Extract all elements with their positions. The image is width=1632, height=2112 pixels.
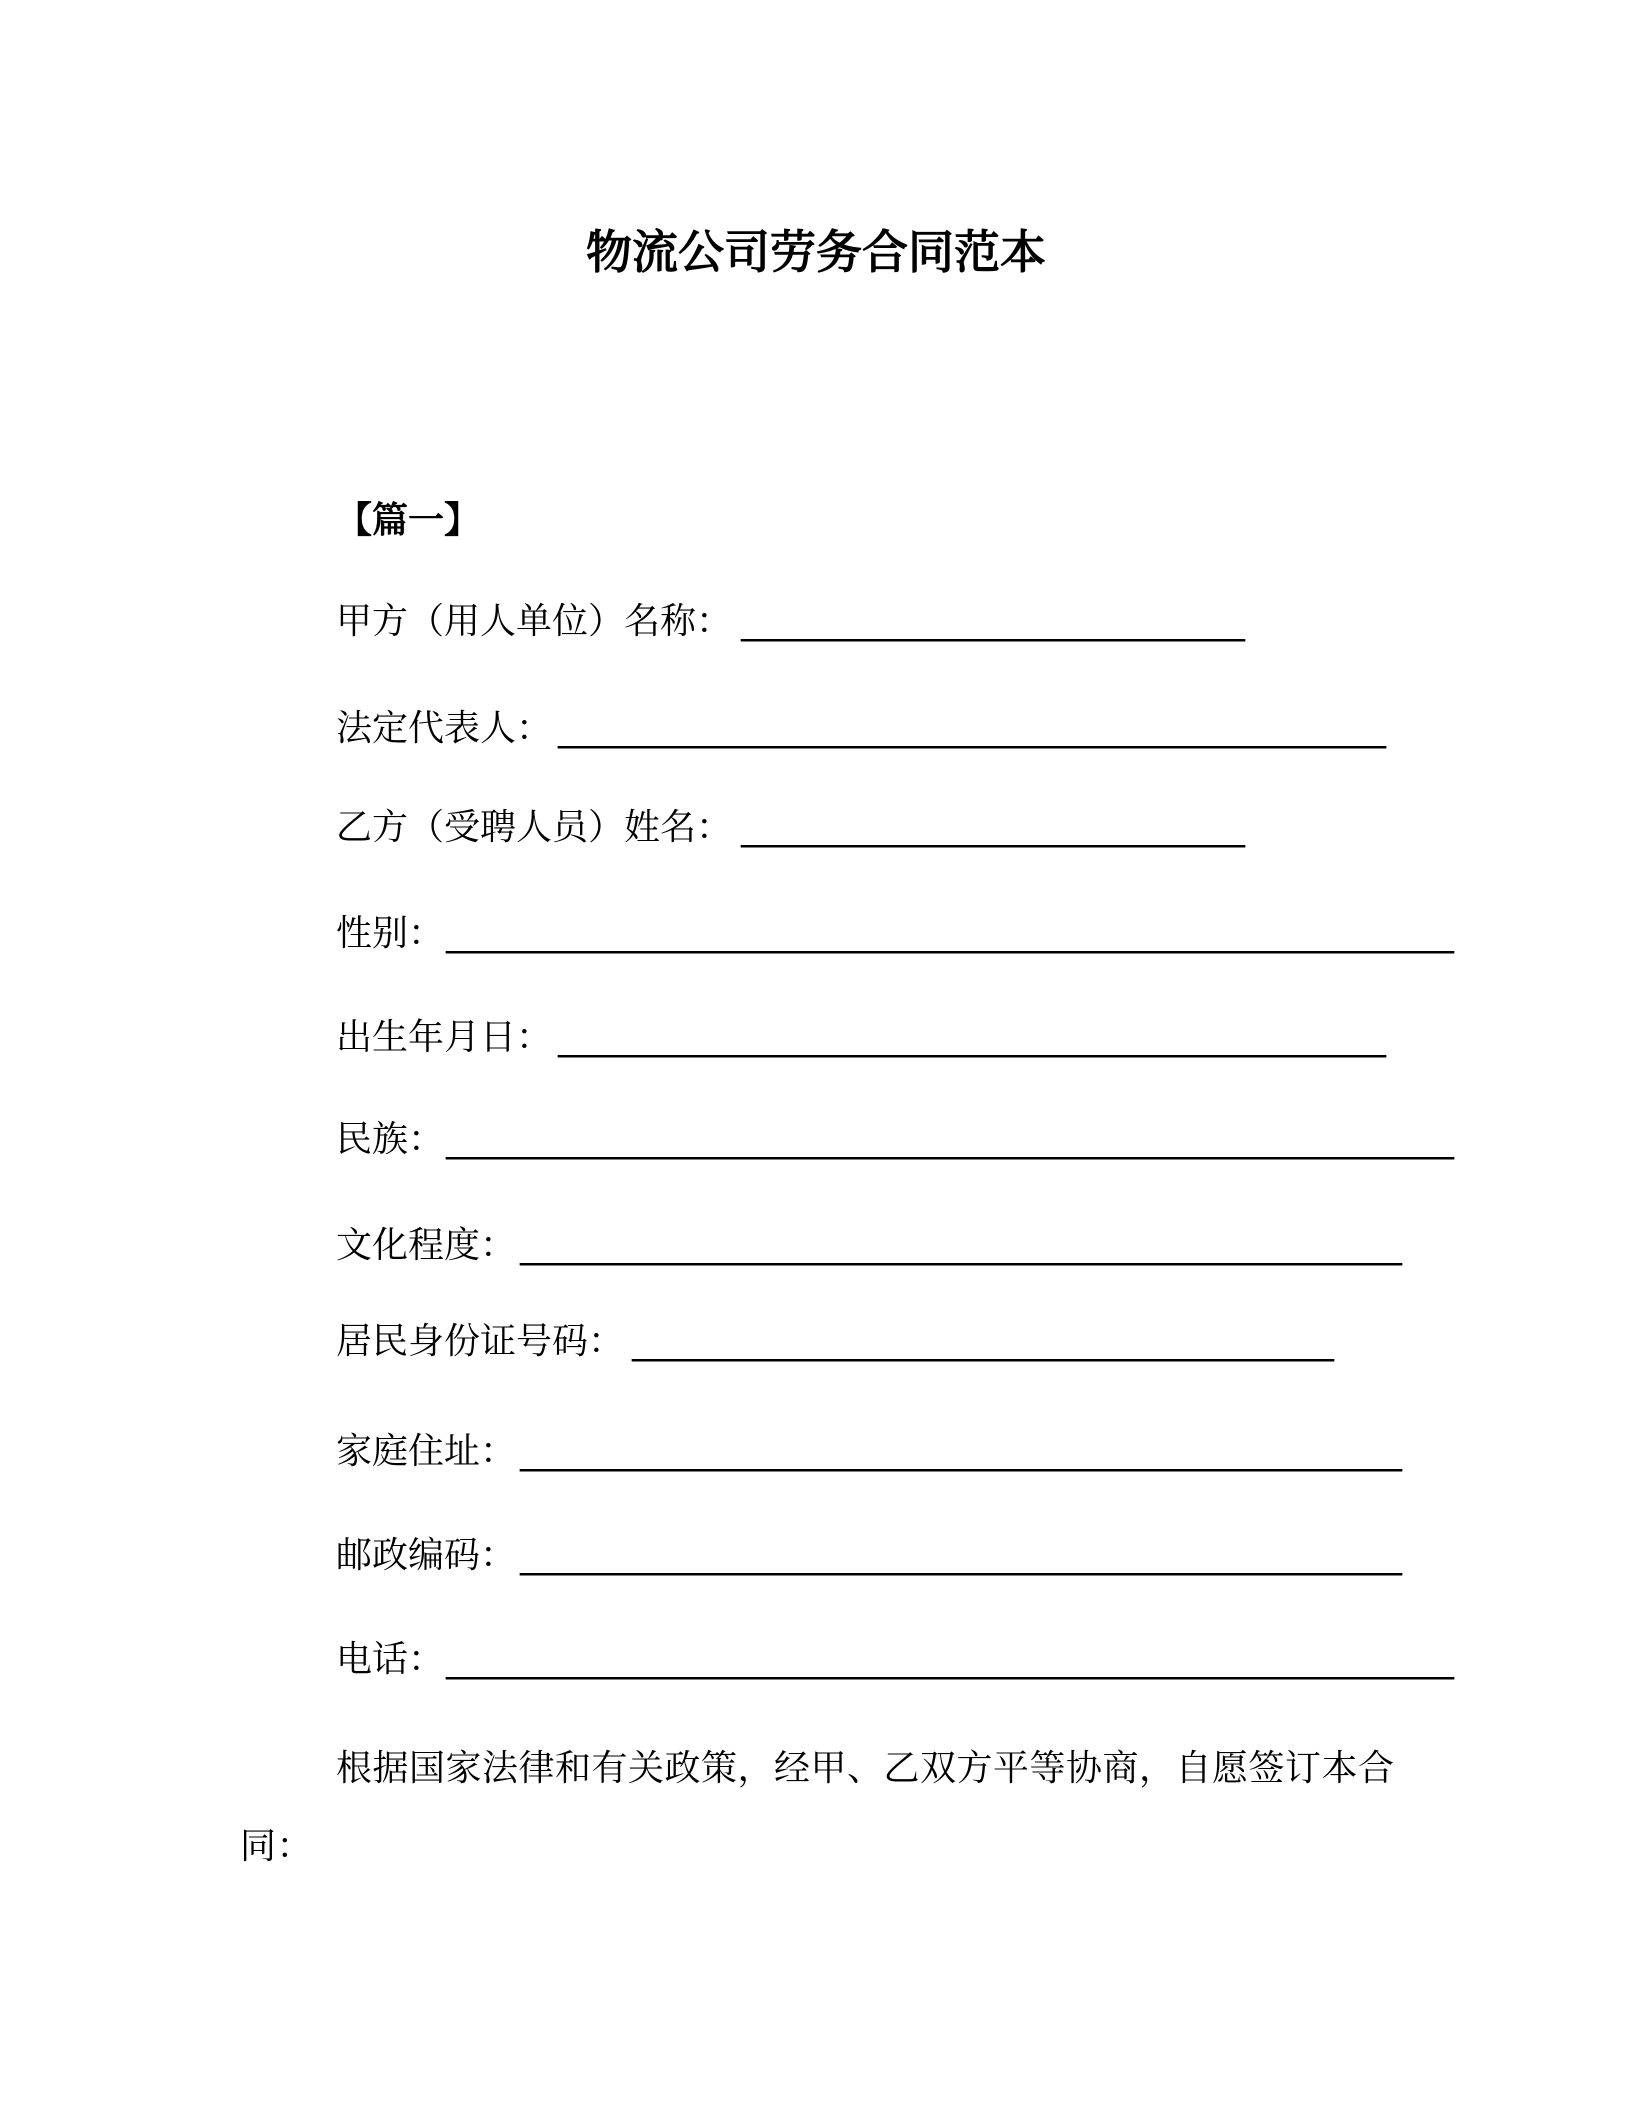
fill-in-blank: ________________________________________________________	[446, 1639, 1454, 1680]
section-label: 【篇一】	[336, 500, 481, 541]
fill-in-blank: ____________________________	[741, 807, 1245, 848]
fill-in-blank: ______________________________________________	[558, 708, 1386, 749]
field-label: 甲方（用人单位）名称：	[336, 601, 733, 642]
field-label: 出生年月日：	[336, 1017, 553, 1058]
fill-in-blank: _________________________________________________	[520, 1431, 1402, 1472]
field-label: 性别：	[336, 913, 445, 954]
field-label: 家庭住址：	[336, 1431, 517, 1472]
field-label: 电话：	[336, 1639, 445, 1680]
fill-in-blank: ________________________________________________________	[446, 1119, 1454, 1160]
fill-in-blank: _______________________________________	[632, 1321, 1334, 1362]
fill-in-blank: ________________________________________________________	[446, 913, 1454, 954]
field-label: 文化程度：	[336, 1225, 517, 1266]
field-label: 乙方（受聘人员）姓名：	[336, 807, 733, 848]
intro-paragraph: 根据国家法律和有关政策，经甲、乙双方平等协商，自愿签订本合同：	[240, 1748, 1395, 1867]
document-title: 物流公司劳务合同范本	[586, 225, 1046, 279]
field-label: 民族：	[336, 1119, 445, 1160]
fill-in-blank: ____________________________	[741, 601, 1245, 642]
field-label: 邮政编码：	[336, 1535, 517, 1576]
fill-in-blank: _________________________________________________	[520, 1535, 1402, 1576]
fill-in-blank: ______________________________________________	[558, 1017, 1386, 1058]
field-label: 居民身份证号码：	[336, 1321, 625, 1362]
fill-in-blank: _________________________________________________	[520, 1225, 1402, 1266]
field-label: 法定代表人：	[336, 708, 553, 749]
